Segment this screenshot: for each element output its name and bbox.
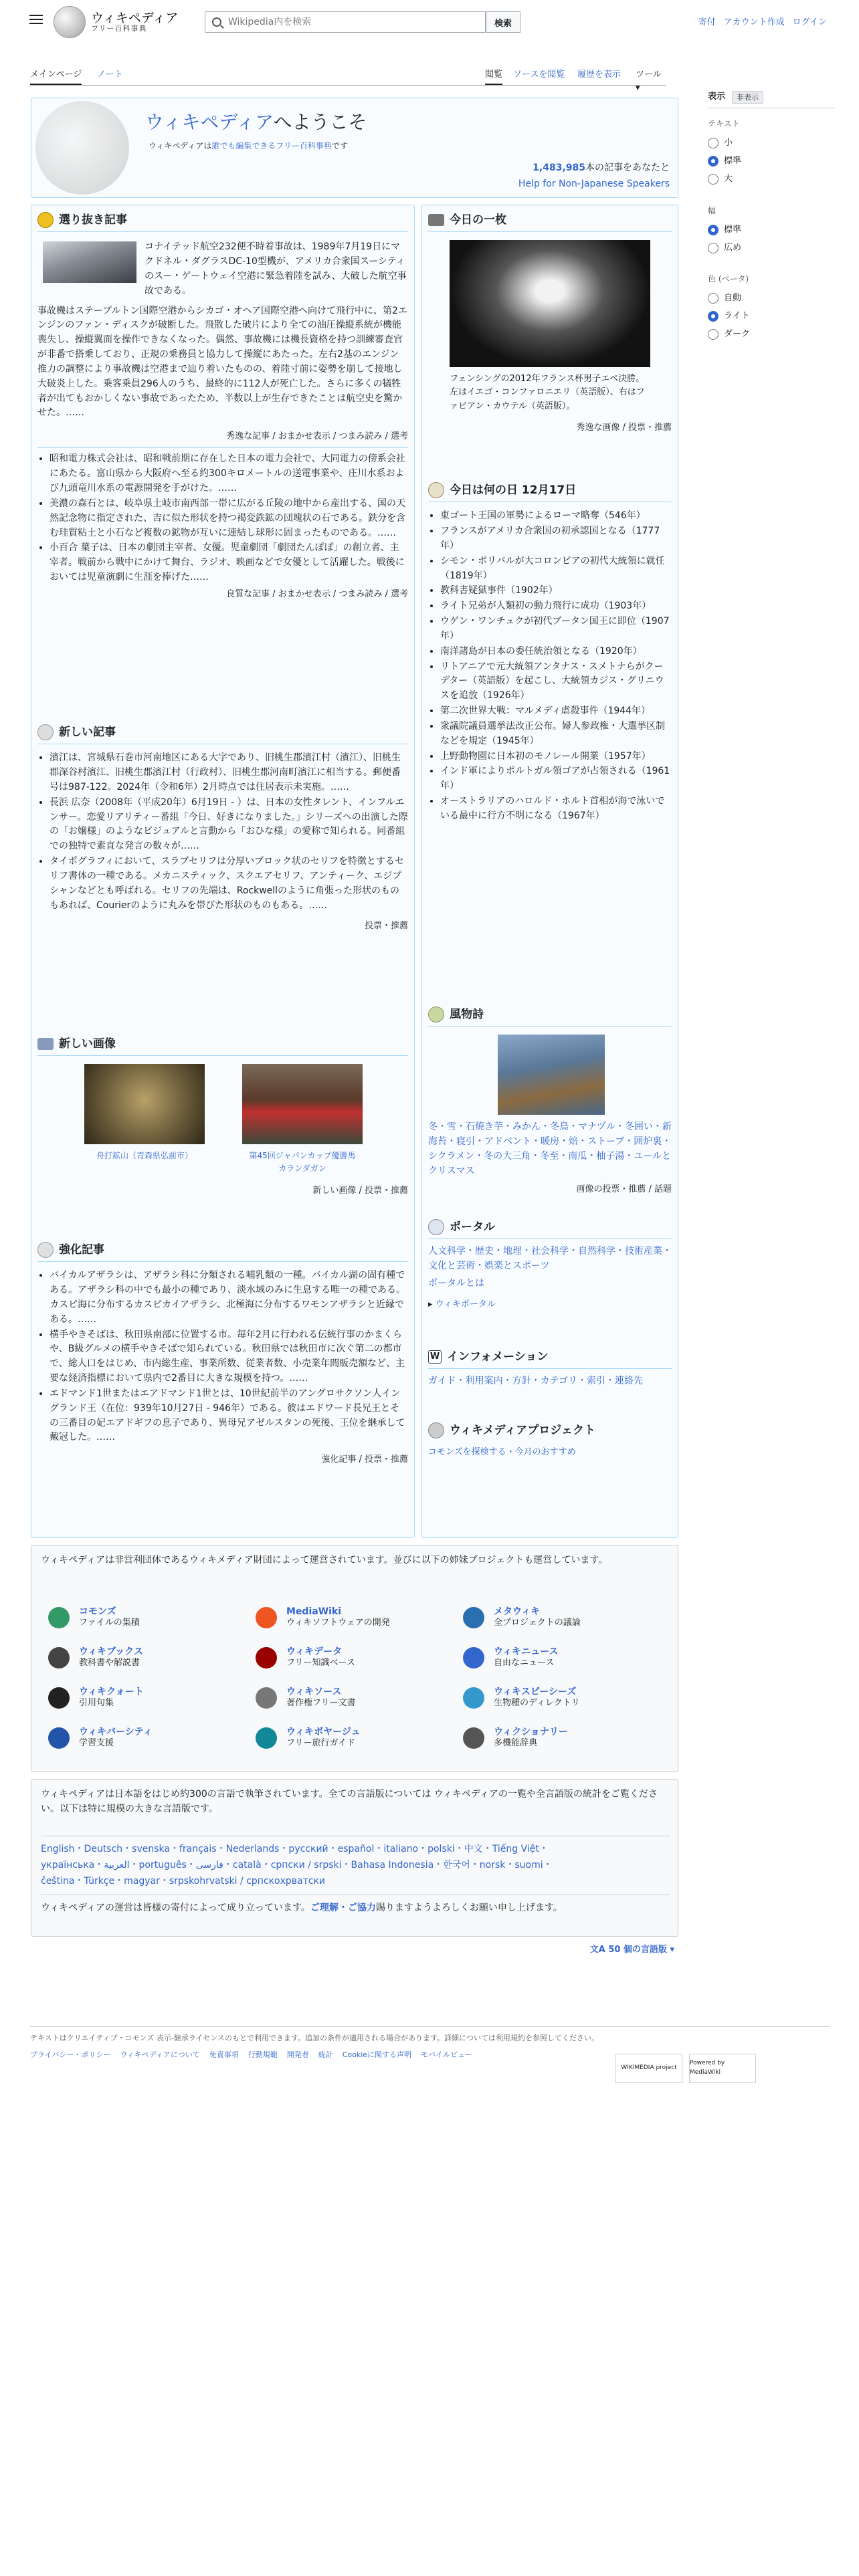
width-wide-radio[interactable] (708, 239, 835, 257)
project-desc: 全プロジェクトの議論 (494, 1617, 581, 1628)
fencing-image[interactable] (450, 240, 650, 367)
potd-caption: フェンシングの2012年フランス杯男子エペ決勝。左はイエゴ・コンファロニエリ（英語版）、右はファビアン・カウテル（英語版）。 (450, 374, 645, 411)
otd-title: 今日は何の日 12月17日 (450, 484, 577, 497)
list-item: • 濱江は、宮城県石巻市河南地区にある大字であり、旧桃生郡濱江村（濱江）、旧桃生郡深谷村濱江、旧桃生郡濱江村（行政村）、旧桃生郡河南町濱江に相当する。郵便番号は987-122。2024年（令和6年）2月時点では住居表示未実施。…… (50, 751, 408, 794)
sister-wiktionary[interactable] (463, 1721, 664, 1755)
free-encyclopedia-link[interactable]: 誰でも編集できるフリー百科事典 (211, 141, 332, 150)
new-articles-section (37, 724, 408, 934)
text-large-radio[interactable] (708, 171, 835, 189)
donate-link[interactable]: 寄付 (698, 17, 716, 27)
project-name: ウィキデータ (286, 1646, 343, 1658)
mediawiki-icon (256, 1607, 277, 1628)
seasonal-words[interactable]: 冬・雪・石焼き芋・みかん・冬鳥・マナヅル・冬囲い・新海苔・寝引・アドベント・暖房・焙・ストーブ・囲炉裏・シクラメン・冬の大三角・冬至・南瓜・柚子湯・ユールとクリスマス (428, 1121, 672, 1176)
list-item: • インド軍によりポルトガル領ゴアが占領される（1961年） (440, 764, 672, 794)
non-japanese-help-link[interactable]: Help for Non-Japanese Speakers (518, 179, 670, 189)
w-icon: W (428, 1350, 442, 1364)
project-desc: 生物種のディレクトリ (494, 1697, 580, 1708)
list-item: • オーストラリアのハロルド・ホルト首相が海で泳いでいる最中に行方不明になる（1967年） (440, 794, 672, 824)
header (0, 0, 859, 43)
list-item: • 南洋諸島が日本の委任統治領となる（1920年） (440, 645, 672, 659)
list-item: • 小百合 葉子は、日本の劇団主宰者、女優。児童劇団「劇団たんぽぽ」の創立者、主宰者。戦前から戦中にかけて舞台、ラジオ、映画などで女優として活躍した。戦後においては児童演劇に生涯を捧げた…… (50, 541, 408, 584)
sister-wikispecies[interactable] (463, 1681, 664, 1715)
radio-label: ダーク (724, 329, 751, 340)
project-desc: 著作権フリー文書 (286, 1697, 356, 1708)
cookie-link[interactable]: Cookieに関する声明 (342, 2050, 412, 2060)
text-size-label: テキスト (708, 119, 740, 129)
article-count (533, 161, 670, 176)
color-auto-radio[interactable] (708, 290, 835, 308)
login-link[interactable]: ログイン (792, 17, 827, 27)
project-desc: 学習支援 (79, 1737, 114, 1748)
new-images-gallery (37, 1064, 408, 1184)
search-box (205, 11, 486, 33)
portal-about-link[interactable]: ポータルとは (428, 1278, 484, 1289)
radio-icon (708, 243, 719, 253)
project-desc: 多機能辞典 (494, 1737, 538, 1748)
featured-lead: コナイテッド航空232便不時着事故は、1989年7月19日にマクドネル・ダグラスDC-10型機が、アメリカ合衆国スーシティのスー・ゲートウェイ空港に緊急着陸を試み、大破した航空事故である。 (145, 241, 407, 296)
project-title: ウィキメディアプロジェクト (450, 1424, 595, 1437)
main-menu-icon[interactable] (28, 12, 44, 28)
info-title: インフォメーション (447, 1350, 549, 1364)
enhanced-heading (37, 1241, 408, 1262)
wikimedia-project-section (428, 1422, 672, 1460)
featured-article (37, 240, 408, 421)
width-group (708, 205, 835, 257)
leaf-icon (428, 1006, 444, 1023)
mediawiki-badge[interactable]: Powered by MediaWiki (689, 2054, 756, 2083)
donate-text-end: 賜りますようよろしくお願い申し上げます。 (375, 1903, 563, 1913)
sister-wikiversity[interactable] (48, 1721, 249, 1755)
languages-box (31, 1779, 678, 1937)
project-name: ウィキブックス (79, 1646, 144, 1658)
otd-heading (428, 481, 672, 502)
welcome-title-rest: へようこそ (273, 111, 367, 133)
list-item: • 衆議院議員選挙法改正公布。婦人参政権・大選挙区制などを規定（1945年） (440, 720, 672, 749)
enhanced-list (37, 1269, 408, 1445)
radio-label: ライト (724, 311, 750, 322)
mine-image[interactable] (84, 1064, 205, 1144)
enhanced-links[interactable]: 強化記事 / 投票・推薦 (321, 1455, 408, 1465)
create-account-link[interactable]: アカウント作成 (723, 17, 785, 27)
featured-section (37, 211, 408, 601)
portal-section (428, 1218, 672, 1311)
tab-history[interactable]: 履歴を表示 (577, 70, 622, 80)
new-articles-title: 新しい記事 (59, 726, 116, 739)
language-links-row2[interactable]: українська・العربية・português・فارسی・català・српски / srpski・Bahasa Indonesia・한국어・norsk・suomi・ (41, 1860, 553, 1870)
statistics-link[interactable]: 統計 (318, 2050, 333, 2060)
about-link[interactable]: ウィキペディアについて (120, 2050, 200, 2060)
wikispecies-icon (463, 1687, 484, 1709)
wikinews-icon (463, 1647, 484, 1669)
list-item: • ウゲン・ワンチュクが初代ブータン国王に即位（1907年） (440, 615, 672, 644)
languages-intro: ウィキペディアは日本語をはじめ約300の言語で執筆されています。全ての言語版については ウィキペディアの一覧や全言語版の統計をご覧ください。以下は特に規模の大きな言語版です。 (41, 1789, 658, 1814)
potd-title: 今日の一枚 (450, 213, 506, 227)
ducks-image[interactable] (498, 1035, 605, 1115)
tab-tools[interactable] (636, 68, 666, 95)
translate-icon: 文A (589, 1945, 609, 1955)
project-desc: 引用句集 (79, 1697, 114, 1708)
star-icon (37, 212, 54, 228)
project-links[interactable]: コモンズを探検する・今月のおすすめ (428, 1447, 576, 1458)
chevron-down-icon: ▾ (636, 83, 640, 94)
radio-icon (708, 138, 719, 148)
sister-wikisource[interactable] (256, 1681, 456, 1715)
project-name: ウィクショナリー (494, 1727, 568, 1738)
width-label: 幅 (708, 205, 717, 215)
new-images-heading (37, 1035, 408, 1056)
radio-selected-icon (708, 156, 719, 167)
search-icon (212, 17, 221, 27)
mobile-view-link[interactable]: モバイルビュー (421, 2050, 473, 2060)
radio-label: 標準 (724, 224, 742, 235)
project-desc: ファイルの集積 (79, 1617, 140, 1628)
wikiquote-icon (48, 1687, 70, 1709)
radio-label: 小 (724, 138, 733, 148)
wikipedia-link[interactable]: ウィキペディア (145, 111, 274, 133)
portal-links[interactable]: 人文科学・歴史・地理・社会科学・自然科学・技術産業・文化と芸術・娯楽とスポーツ (428, 1246, 672, 1272)
project-name: ウィキソース (286, 1687, 342, 1698)
radio-icon (708, 329, 719, 340)
color-label: 色 (ベータ) (708, 274, 749, 284)
wikivoyage-icon (256, 1727, 277, 1749)
user-links (698, 16, 827, 29)
new-images-section (37, 1035, 408, 1198)
good-articles-links[interactable]: 良質な記事 / おまかせ表示 / つまみ読み / 選考 (226, 588, 408, 599)
radio-selected-icon (708, 311, 719, 322)
seasonal-heading (428, 1006, 672, 1027)
footer (30, 2026, 830, 2076)
project-desc: フリー知識ベース (286, 1657, 355, 1668)
sister-meta[interactable] (463, 1601, 664, 1634)
project-desc: ウィキソフトウェアの開発 (286, 1617, 390, 1628)
tab-main-page[interactable]: メインページ (30, 68, 82, 85)
sister-wikibooks[interactable] (48, 1641, 249, 1675)
commons-icon (48, 1607, 70, 1628)
logo-title: ウィキペディア (91, 10, 179, 25)
project-name: ウィキバーシティ (79, 1727, 153, 1738)
featured-heading (37, 211, 408, 232)
list-item: • 第二次世界大戦：マルメディ虐殺事件（1944年） (440, 704, 672, 719)
triangle-right-icon: ▸ (428, 1299, 436, 1309)
site-logo[interactable] (54, 5, 187, 39)
image-caption[interactable]: 第45回ジャパンカップ優勝馬 カランダガン (249, 1151, 356, 1173)
seasonal-section (428, 1006, 672, 1196)
radio-label: 標準 (724, 156, 742, 167)
wikisource-icon (256, 1687, 277, 1709)
welcome-subtitle (149, 140, 348, 152)
tools-label: ツール (636, 70, 662, 80)
new-articles-links[interactable]: 投票・推薦 (364, 921, 408, 932)
appearance-panel (708, 90, 835, 344)
wikidata-icon (256, 1647, 277, 1669)
on-this-day-section (428, 481, 672, 825)
seasonal-title: 風物詩 (450, 1008, 484, 1021)
article-count-link[interactable]: 1,483,985 (533, 163, 585, 173)
seasonal-links[interactable]: 画像の投票・推薦 / 話題 (576, 1184, 672, 1194)
list-item: • ライト兄弟が人類初の動力飛行に成功（1903年） (440, 599, 672, 614)
image-caption[interactable]: 舟打鉱山（青森県弘前市） (96, 1151, 193, 1161)
project-name: ウィキスピーシーズ (494, 1687, 577, 1698)
list-item: • バイカルアザラシは、アザラシ科に分類される哺乳類の一種。バイカル湖の固有種である。アザラシ科の中でも最小の種であり、淡水域のみに生息する唯一の種である。カスピ海に分布するカスピカイアザラシ、北極海に分布するワモンアザラシと近縁である。…… (50, 1269, 408, 1327)
project-name: ウィキボヤージュ (286, 1727, 361, 1738)
enhanced-title: 強化記事 (59, 1243, 104, 1257)
page-tabs (30, 67, 666, 94)
list-item: • 教科書疑獄事件（1902年） (440, 584, 672, 599)
article-count-text: 本の記事をあなたと (585, 163, 670, 173)
appearance-title: 表示 (708, 92, 726, 102)
radio-label: 自動 (724, 293, 742, 304)
project-desc: 自由なニュース (494, 1657, 555, 1668)
wikiportal-toggle[interactable] (428, 1298, 672, 1311)
featured-body: 事故機はステープルトン国際空港からシカゴ・オヘア国際空港へ向けて飛行中に、第2エンジンのファン・ディスクが破断した。飛散した破片により全ての油圧操縦系統が機能喪失し、操縦翼面を操作できなくなった。偶然、事故機には機長資格を持つ訓練審査官が非番で搭乗しており、正規の乗務員と協力して操縦にあたった。左右2基のエンジン推力の調整により事故機は空港まで辿り着いたものの、着陸寸前に姿勢を崩して接地し大破炎上した。乗客乗員296人のうち、最終的に112人が死亡した。さらに多くの犠牲者が出てもおかしくない事故であったため、半数以上が生存できたことは航空史を驚かせた。…… (37, 305, 407, 419)
wikimedia-badge[interactable]: WIKIMEDIA project (615, 2054, 682, 2083)
sister-wikiquote[interactable] (48, 1681, 249, 1715)
project-heading (428, 1422, 672, 1442)
portal-icon (428, 1219, 444, 1235)
project-desc: 教科書や解説書 (79, 1657, 140, 1668)
list-item: • エドマンド1世またはエアドマンド1世とは、10世紀前半のアングロサクソン人イングランド王（在位：939年10月27日 - 946年）である。彼はエドワード長兄王とその三番目の妃エアドギフの息子であり、異母兄アゼルスタンの死後、王位を継承して戴冠した。…… (50, 1387, 408, 1445)
list-item: • シモン・ボリバルが大コロンビアの初代大統領に就任（1819年） (440, 554, 672, 584)
hide-panel-button[interactable]: 非表示 (732, 91, 763, 104)
donate-text: ウィキペディアの運営は皆様の寄付によって成り立っています。 (41, 1903, 310, 1913)
donate-link[interactable]: ご理解・ご協力 (310, 1903, 376, 1913)
portal-heading (428, 1218, 672, 1239)
radio-label: 広め (724, 242, 742, 253)
project-name: ウィキニュース (494, 1646, 559, 1658)
otd-list (428, 509, 672, 823)
developers-link[interactable]: 開発者 (286, 2050, 309, 2060)
list-item: • 美濃の森石とは、岐阜県土岐市南西部一帯に広がる丘陵の地中から産出する、国の天然記念物に指定された、吉に似た形状を持つ褐変鉄鉱の団塊状の石である。鉄分を含む珪質粘土と小石など複数の鉱物が互いに連結し球形に固まったものである。…… (50, 497, 408, 540)
new-articles-list (37, 751, 408, 913)
chevron-down-icon: ▾ (670, 1945, 674, 1955)
search-button[interactable]: 検索 (486, 11, 520, 33)
wikimedia-icon (428, 1422, 444, 1438)
donation-note (41, 1901, 563, 1916)
project-name: メタウィキ (494, 1606, 541, 1618)
list-item: • 長浜 広奈（2008年（平成20年）6月19日 - ）は、日本の女性タレント、インフルエンサー。恋愛リアリティー番組「今日、好きになりました。」シリーズへの出演した際の「お嬢様」のようなビジュアルと言動から「おひな様」の愛称で知られる。同番組での独特で素直な発言の数々が…… (50, 796, 408, 854)
license-text: テキストはクリエイティブ・コモンズ 表示-継承ライセンスのもとで利用できます。追加の条件が適用される場合があります。詳細については利用規約を参照してください。 (30, 2034, 599, 2042)
horse-image[interactable] (242, 1064, 363, 1144)
color-group (708, 273, 835, 344)
welcome-box (31, 98, 678, 198)
wikipedia-globe-icon (35, 101, 129, 195)
width-standard-radio[interactable] (708, 221, 835, 239)
color-light-radio[interactable] (708, 308, 835, 326)
new-images-links[interactable]: 新しい画像 / 投票・推薦 (312, 1186, 408, 1196)
sister-wikidata[interactable] (256, 1641, 456, 1675)
radio-label: 大 (724, 174, 733, 185)
logo-wordmark (91, 11, 178, 33)
wikipedia-globe-icon (54, 6, 86, 38)
radio-selected-icon (708, 225, 719, 235)
good-articles-list (37, 452, 408, 584)
privacy-link[interactable]: プライバシー・ポリシー (30, 2050, 111, 2060)
featured-title: 選り抜き記事 (59, 213, 127, 227)
sister-wikivoyage[interactable] (256, 1721, 456, 1755)
sister-projects-grid (48, 1601, 677, 1761)
star-outline-icon (37, 1242, 54, 1258)
info-links[interactable]: ガイド・利用案内・方針・カテゴリ・索引・連絡先 (428, 1376, 644, 1387)
language-links-row1[interactable]: English・Deutsch・svenska・français・Nederlands・русский・español・italiano・polski・中文・Tiếng Việt・ (41, 1844, 549, 1854)
language-button[interactable] (590, 1943, 674, 1957)
wikiportal-label: ウィキポータル (435, 1299, 496, 1309)
language-button-label: 50 個の言語版 (608, 1945, 667, 1955)
list-item: • タイポグラフィにおいて、スラブセリフは分厚いブロック状のセリフを特徴とするセリフ書体の一種である。メカニスティック、スクエアセリフ、アンティーク、エジプシャンなどとも呼ばれる。セリフの先端は、Rockwellのように角張った形状のものもあれば、Courierのように丸みを帯びた形状のものもある。…… (50, 855, 408, 913)
list-item: • 昭和電力株式会社は、昭和戦前期に存在した日本の電力会社で、大同電力の傍系会社にあたる。富山県から大阪府へ至る約300キロメートルの送電事業や、庄川水系および九頭竜川水系の電源開発を手がけた。…… (50, 452, 408, 496)
list-item: • 横手やきそばは、秋田県南部に位置する市。毎年2月に行われる伝統行事のかまくらや、B級グルメの横手やきそばで知られている。秋田県では秋田市に次ぐ第二の都市で、総人口をはじめ、市内総生産、事業所数、従業者数、小売業年間販売額など、主要な経済指標において県内で2番目に大きな規模を持つ。…… (50, 1328, 408, 1386)
image-icon (37, 1038, 54, 1050)
enhanced-section (37, 1241, 408, 1467)
new-articles-heading (37, 724, 408, 744)
list-item: • 東ゴート王国の軍勢によるローマ略奪（546年） (440, 509, 672, 524)
sister-commons[interactable] (48, 1601, 249, 1634)
radio-icon (708, 293, 719, 304)
search-input[interactable] (228, 17, 442, 27)
text-size-group (708, 118, 835, 189)
wiktionary-icon (463, 1727, 484, 1749)
code-of-conduct-link[interactable]: 行動規範 (248, 2050, 278, 2060)
list-item: • フランスがアメリカ合衆国の初承認国となる（1777年） (440, 524, 672, 554)
appearance-header (708, 90, 835, 108)
project-desc: フリー旅行ガイド (286, 1737, 356, 1748)
info-heading (428, 1348, 672, 1369)
wikibooks-icon (48, 1647, 70, 1669)
picture-icon (428, 214, 444, 226)
disclaimer-link[interactable]: 免責事項 (209, 2050, 239, 2060)
new-images-title: 新しい画像 (59, 1037, 116, 1051)
text-small-radio[interactable] (708, 134, 835, 152)
logo-subtitle: フリー百科事典 (91, 24, 147, 33)
potd-heading (428, 211, 672, 232)
color-dark-radio[interactable] (708, 326, 835, 344)
sub-text: です (331, 141, 348, 150)
tab-view-source[interactable]: ソースを閲覧 (513, 70, 565, 80)
sister-mediawiki[interactable] (256, 1601, 456, 1634)
welcome-title (145, 108, 367, 136)
project-name: ウィキクォート (79, 1687, 144, 1698)
text-standard-radio[interactable] (708, 152, 835, 171)
information-section (428, 1348, 672, 1389)
calendar-icon (428, 482, 444, 498)
portal-title: ポータル (450, 1220, 495, 1234)
list-item: • 上野動物園に日本初のモノレール開業（1957年） (440, 750, 672, 764)
featured-links[interactable]: 秀逸な記事 / おまかせ表示 / つまみ読み / 選考 (226, 431, 408, 442)
tab-talk[interactable]: ノート (97, 70, 123, 80)
picture-of-day-section (428, 211, 672, 435)
featured-image[interactable] (43, 241, 136, 283)
tab-read[interactable]: 閲覧 (485, 68, 502, 85)
language-links-row3[interactable]: čeština・Türkçe・magyar・srpskohrvatski / српскохрватски (41, 1876, 325, 1887)
wikiversity-icon (48, 1727, 70, 1749)
list-item: • リトアニアで元大統領アンタナス・スメトナらがクーデター（英語版）を起こし、大統領カジス・グリニウスを追放（1926年） (440, 660, 672, 704)
potd-links[interactable]: 秀逸な画像 / 投票・推薦 (576, 422, 672, 433)
radio-icon (708, 174, 719, 185)
sub-text: ウィキペディアは (149, 141, 212, 150)
project-name: コモンズ (79, 1606, 116, 1618)
project-name: MediaWiki (286, 1606, 342, 1618)
meta-icon (463, 1607, 484, 1628)
sister-intro: ウィキペディアは非営利団体であるウィキメディア財団によって運営されています。並びに以下の姉妹プロジェクトも運営しています。 (41, 1555, 608, 1566)
question-icon (37, 724, 54, 740)
sister-wikinews[interactable] (463, 1641, 664, 1675)
